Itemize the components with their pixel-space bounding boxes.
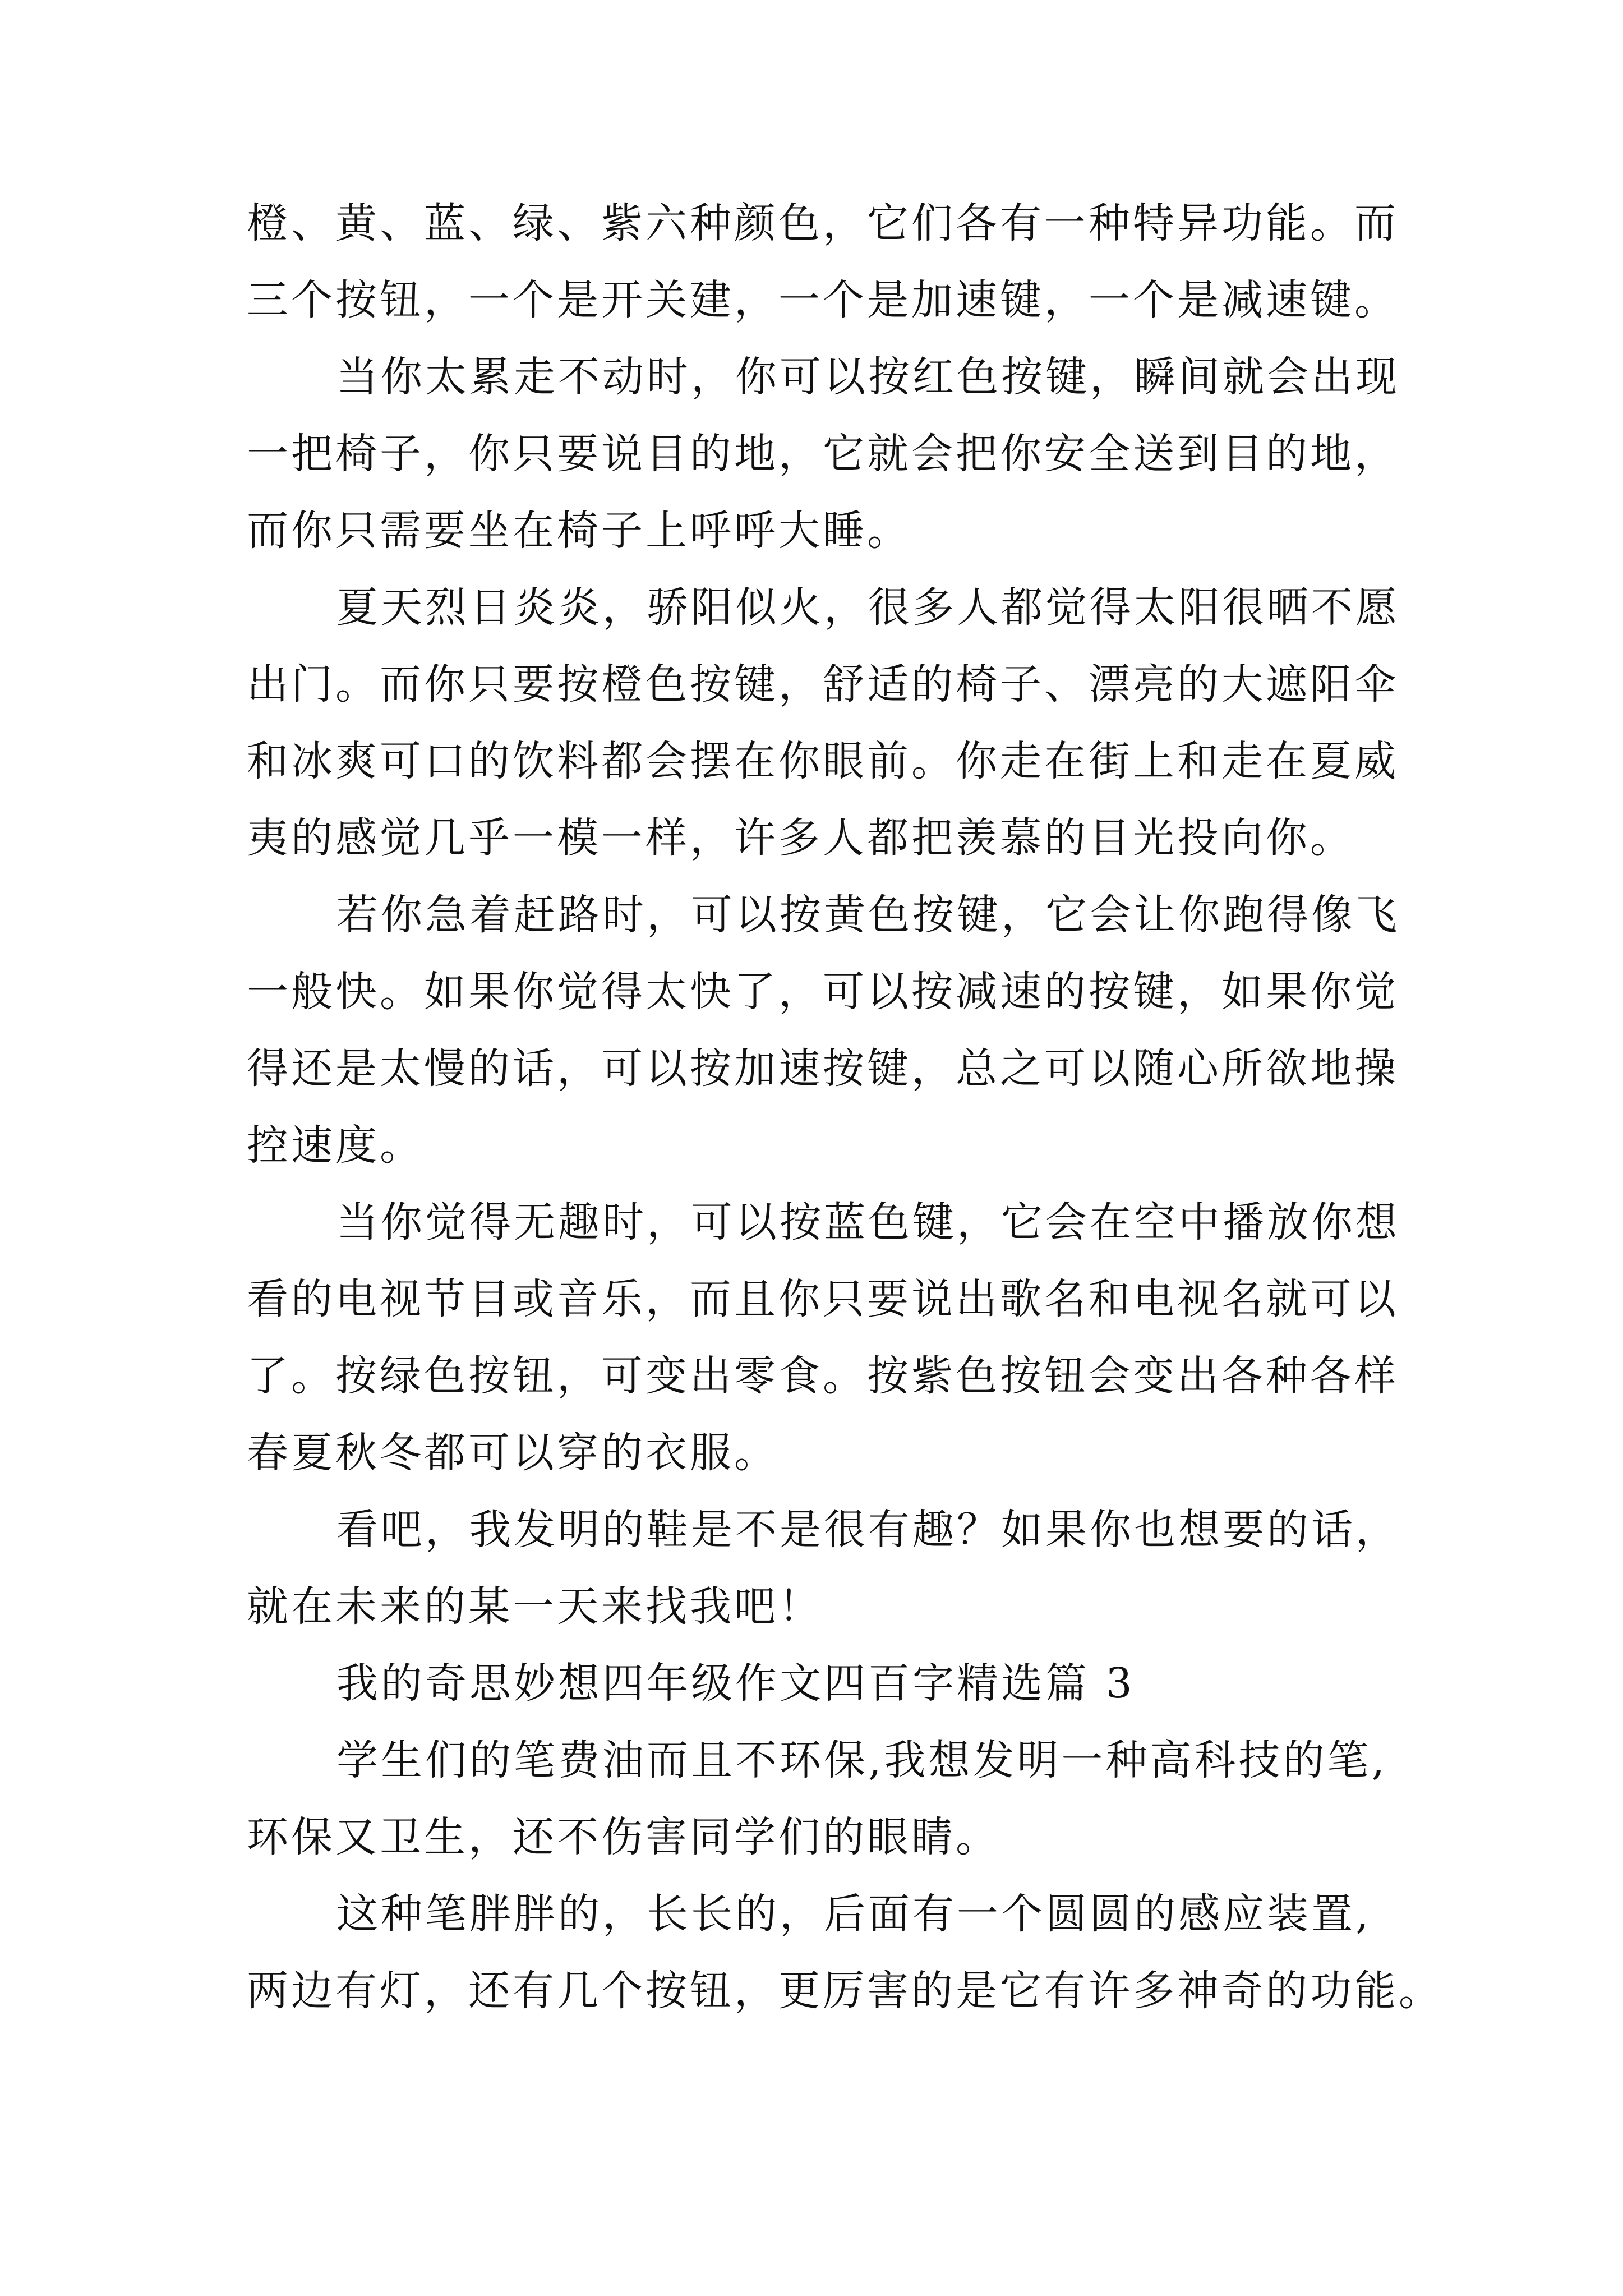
text-line: 橙、黄、蓝、绿、紫六种颜色，它们各有一种特异功能。而: [247, 199, 1399, 247]
text-line: 当你太累走不动时，你可以按红色按键，瞬间就会出现: [336, 353, 1400, 401]
text-line: 一把椅子，你只要说目的地，它就会把你安全送到目的地，: [247, 430, 1399, 478]
paragraph: [247, 339, 1400, 569]
text-line: 夷的感觉几乎一模一样，许多人都把羡慕的目光投向你。: [247, 814, 1354, 862]
paragraph: [247, 1876, 1443, 2030]
paragraph: [247, 1722, 1391, 1876]
text-line: 得还是太慢的话，可以按加速按键，总之可以随心所欲地操: [247, 1045, 1399, 1093]
text-line: 看吧，我发明的鞋是不是很有趣？如果你也想要的话，: [336, 1506, 1400, 1554]
text-line: 而你只需要坐在椅子上呼呼大睡。: [247, 507, 911, 555]
text-line: 就在未来的某一天来找我吧！: [247, 1582, 823, 1631]
text-line: 控速度。: [247, 1121, 424, 1170]
text-line: 环保又卫生，还不伤害同学们的眼睛。: [247, 1813, 1000, 1861]
section-heading: [247, 1645, 1391, 1722]
text-line: 看的电视节目或音乐，而且你只要说出歌名和电视名就可以: [247, 1275, 1399, 1323]
text-line: 若你急着赶路时，可以按黄色按键，它会让你跑得像飞: [336, 891, 1400, 939]
paragraph: [247, 877, 1400, 1184]
paragraph: [247, 1492, 1400, 1645]
heading-line: 我的奇思妙想四年级作文四百字精选篇 3: [336, 1659, 1135, 1708]
paragraph: [247, 1184, 1400, 1492]
text-line: 和冰爽可口的饮料都会摆在你眼前。你走在街上和走在夏威: [247, 737, 1399, 785]
text-line: 夏天烈日炎炎，骄阳似火，很多人都觉得太阳很晒不愿: [336, 583, 1400, 632]
text-line: 了。按绿色按钮，可变出零食。按紫色按钮会变出各种各样: [247, 1352, 1399, 1400]
document-body: [247, 185, 1443, 2030]
text-line: 当你觉得无趣时，可以按蓝色键，它会在空中播放你想: [336, 1198, 1400, 1246]
text-line: 学生们的笔费油而且不环保,我想发明一种高科技的笔,: [336, 1736, 1388, 1784]
text-line: 出门。而你只要按橙色按键，舒适的椅子、漂亮的大遮阳伞: [247, 660, 1399, 708]
paragraph: [247, 569, 1400, 877]
text-line: 三个按钮，一个是开关建，一个是加速键，一个是减速键。: [247, 276, 1399, 324]
text-line: 这种笔胖胖的，长长的，后面有一个圆圆的感应装置,: [336, 1890, 1372, 1938]
paragraph: [247, 185, 1399, 339]
text-line: 一般快。如果你觉得太快了，可以按减速的按键，如果你觉: [247, 968, 1399, 1016]
text-line: 春夏秋冬都可以穿的衣服。: [247, 1429, 778, 1477]
text-line: 两边有灯，还有几个按钮，更厉害的是它有许多神奇的功能。: [247, 1967, 1443, 2015]
